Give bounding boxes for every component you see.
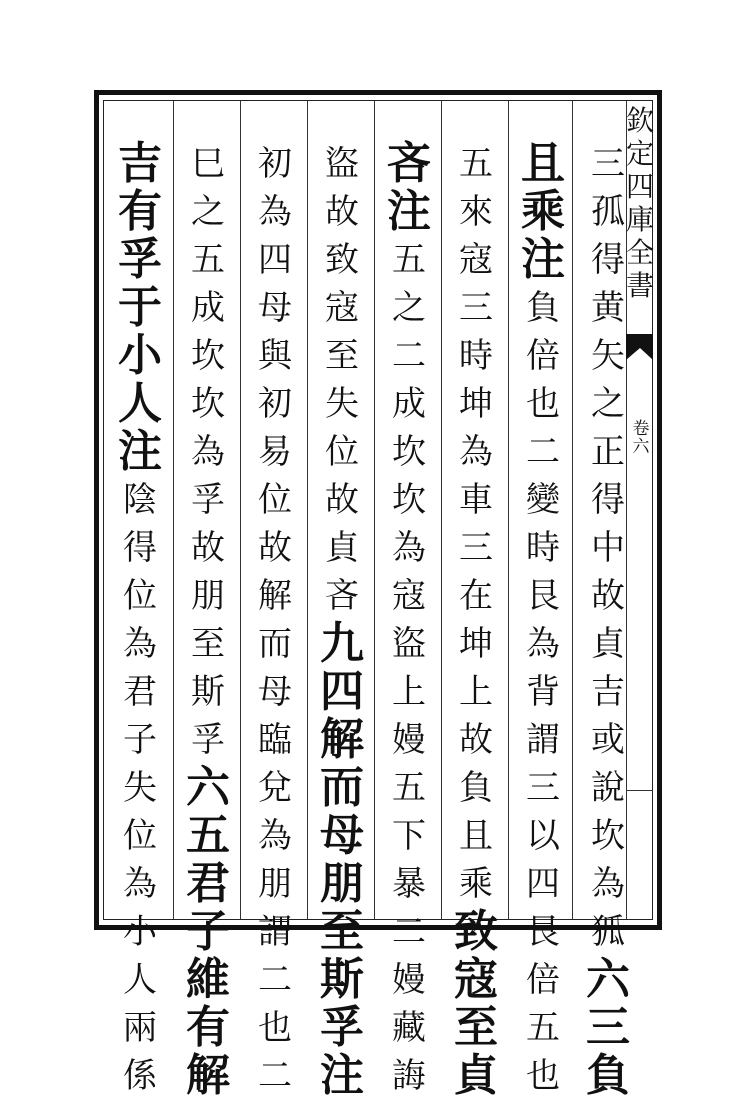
text-glyph: 注 — [521, 234, 565, 285]
text-glyph: 陰 — [123, 480, 157, 520]
text-glyph: 母 — [258, 672, 292, 712]
text-glyph: 也 — [258, 1008, 292, 1048]
text-glyph: 嫚 — [392, 720, 426, 760]
text-glyph: 寇 — [392, 576, 426, 616]
text-glyph: 六 — [586, 954, 630, 1005]
text-glyph: 注 — [320, 1050, 364, 1101]
text-glyph: 注 — [387, 186, 431, 237]
text-glyph: 五 — [191, 240, 225, 280]
text-column-6 — [247, 140, 303, 1100]
text-glyph: 坤 — [459, 624, 493, 664]
margin-title-char: 定 — [626, 137, 655, 170]
text-glyph: 位 — [123, 816, 157, 856]
text-glyph: 矢 — [591, 336, 625, 376]
margin-book-title — [627, 104, 653, 302]
text-glyph: 君 — [186, 858, 230, 909]
text-column-8 — [112, 140, 168, 1100]
text-glyph: 寇 — [454, 954, 498, 1005]
text-glyph: 小 — [118, 330, 162, 381]
text-glyph: 而 — [258, 624, 292, 664]
text-glyph: 為 — [392, 528, 426, 568]
text-glyph: 乘 — [521, 186, 565, 237]
text-glyph: 致 — [325, 240, 359, 280]
text-glyph: 上 — [459, 672, 493, 712]
text-glyph: 謂 — [258, 912, 292, 952]
text-glyph: 貞 — [454, 1050, 498, 1101]
margin-juan-label — [630, 420, 652, 456]
text-glyph: 朋 — [191, 576, 225, 616]
text-glyph: 位 — [258, 480, 292, 520]
text-glyph: 為 — [526, 624, 560, 664]
margin-title-char: 庫 — [626, 203, 655, 236]
text-glyph: 解 — [258, 576, 292, 616]
text-glyph: 得 — [591, 480, 625, 520]
text-glyph: 致 — [454, 906, 498, 957]
text-glyph: 五 — [392, 240, 426, 280]
margin-title-char: 全 — [626, 236, 655, 269]
text-glyph: 解 — [320, 714, 364, 765]
text-glyph: 巳 — [191, 144, 225, 184]
column-rule — [441, 101, 442, 919]
text-glyph: 為 — [258, 192, 292, 232]
text-glyph: 注 — [118, 426, 162, 477]
text-glyph: 母 — [258, 288, 292, 328]
text-glyph: 四 — [320, 666, 364, 717]
text-glyph: 為 — [123, 624, 157, 664]
text-glyph: 寇 — [459, 240, 493, 280]
text-glyph: 貞 — [325, 528, 359, 568]
text-glyph: 三 — [586, 1002, 630, 1053]
text-glyph: 而 — [320, 762, 364, 813]
text-glyph: 故 — [325, 192, 359, 232]
text-glyph: 也 — [526, 384, 560, 424]
text-column-4 — [381, 140, 437, 1100]
text-glyph: 坎 — [591, 816, 625, 856]
text-glyph: 二 — [392, 336, 426, 376]
text-glyph: 位 — [123, 576, 157, 616]
text-glyph: 孚 — [320, 1002, 364, 1053]
text-glyph: 為 — [258, 816, 292, 856]
text-column-5 — [314, 140, 370, 1100]
text-glyph: 也 — [526, 1056, 560, 1096]
text-glyph: 子 — [186, 906, 230, 957]
text-glyph: 以 — [526, 816, 560, 856]
column-rule — [240, 101, 241, 919]
text-glyph: 孚 — [191, 720, 225, 760]
text-glyph: 為 — [123, 864, 157, 904]
text-glyph: 下 — [392, 816, 426, 856]
text-glyph: 吝 — [387, 138, 431, 189]
text-glyph: 兩 — [123, 1008, 157, 1048]
text-glyph: 至 — [325, 336, 359, 376]
text-glyph: 狐 — [591, 912, 625, 952]
text-glyph: 四 — [526, 864, 560, 904]
text-glyph: 有 — [118, 186, 162, 237]
text-glyph: 負 — [459, 768, 493, 808]
text-glyph: 三 — [459, 528, 493, 568]
text-glyph: 得 — [123, 528, 157, 568]
text-glyph: 倍 — [526, 960, 560, 1000]
margin-juan-char: 卷 — [632, 419, 650, 439]
text-glyph: 故 — [591, 576, 625, 616]
text-glyph: 負 — [526, 288, 560, 328]
column-rule — [307, 101, 308, 919]
text-glyph: 謂 — [526, 720, 560, 760]
text-glyph: 至 — [191, 624, 225, 664]
text-glyph: 臨 — [258, 720, 292, 760]
text-glyph: 坤 — [459, 384, 493, 424]
text-glyph: 五 — [392, 768, 426, 808]
text-glyph: 吉 — [118, 138, 162, 189]
text-glyph: 維 — [186, 954, 230, 1005]
margin-juan-char: 六 — [632, 437, 650, 457]
text-glyph: 之 — [191, 192, 225, 232]
text-glyph: 人 — [123, 960, 157, 1000]
text-glyph: 艮 — [526, 576, 560, 616]
text-glyph: 于 — [118, 282, 162, 333]
text-glyph: 黄 — [591, 288, 625, 328]
text-glyph: 得 — [591, 240, 625, 280]
text-glyph: 至 — [454, 1002, 498, 1053]
text-glyph: 倍 — [526, 336, 560, 376]
text-column-7 — [180, 140, 236, 1100]
text-glyph: 來 — [459, 192, 493, 232]
text-glyph: 二 — [258, 960, 292, 1000]
text-glyph: 負 — [586, 1050, 630, 1101]
text-glyph: 之 — [392, 288, 426, 328]
text-glyph: 有 — [186, 1002, 230, 1053]
text-glyph: 乘 — [459, 864, 493, 904]
text-glyph: 成 — [392, 384, 426, 424]
text-glyph: 寇 — [325, 288, 359, 328]
text-glyph: 藏 — [392, 1008, 426, 1048]
text-glyph: 人 — [118, 378, 162, 429]
text-glyph: 坎 — [392, 432, 426, 472]
text-glyph: 九 — [320, 618, 364, 669]
text-glyph: 故 — [258, 528, 292, 568]
text-glyph: 孚 — [191, 480, 225, 520]
text-glyph: 兌 — [258, 768, 292, 808]
margin-bottom-rule — [626, 790, 653, 791]
text-glyph: 斯 — [191, 672, 225, 712]
text-glyph: 暴 — [392, 864, 426, 904]
text-glyph: 坎 — [191, 336, 225, 376]
text-glyph: 之 — [591, 384, 625, 424]
margin-title-char: 書 — [626, 269, 655, 302]
fishtail-mark — [626, 334, 653, 374]
text-glyph: 六 — [186, 762, 230, 813]
text-glyph: 五 — [186, 810, 230, 861]
text-glyph: 三 — [526, 768, 560, 808]
text-glyph: 君 — [123, 672, 157, 712]
text-glyph: 三 — [459, 288, 493, 328]
text-glyph: 失 — [123, 768, 157, 808]
text-glyph: 或 — [591, 720, 625, 760]
text-glyph: 盜 — [392, 624, 426, 664]
column-rule — [173, 101, 174, 919]
text-glyph: 二 — [392, 912, 426, 952]
text-glyph: 背 — [526, 672, 560, 712]
text-glyph: 故 — [325, 480, 359, 520]
text-glyph: 在 — [459, 576, 493, 616]
text-glyph: 朋 — [258, 864, 292, 904]
text-glyph: 誨 — [392, 1056, 426, 1096]
text-glyph: 與 — [258, 336, 292, 376]
text-glyph: 時 — [459, 336, 493, 376]
text-glyph: 變 — [526, 480, 560, 520]
text-glyph: 斯 — [320, 954, 364, 1005]
text-glyph: 子 — [123, 720, 157, 760]
text-glyph: 為 — [459, 432, 493, 472]
text-glyph: 車 — [459, 480, 493, 520]
text-glyph: 故 — [459, 720, 493, 760]
text-glyph: 三 — [591, 144, 625, 184]
text-glyph: 二 — [258, 1056, 292, 1096]
text-glyph: 位 — [325, 432, 359, 472]
margin-title-char: 欽 — [626, 104, 655, 137]
text-glyph: 且 — [459, 816, 493, 856]
text-glyph: 時 — [526, 528, 560, 568]
column-rule — [508, 101, 509, 919]
text-glyph: 坎 — [191, 384, 225, 424]
text-glyph: 中 — [591, 528, 625, 568]
text-glyph: 孤 — [591, 192, 625, 232]
text-glyph: 失 — [325, 384, 359, 424]
text-glyph: 坎 — [392, 480, 426, 520]
text-glyph: 小 — [123, 912, 157, 952]
text-glyph: 且 — [521, 138, 565, 189]
column-rule — [374, 101, 375, 919]
text-glyph: 至 — [320, 906, 364, 957]
text-column-2 — [515, 140, 571, 1100]
text-glyph: 為 — [591, 864, 625, 904]
margin-title-char: 四 — [626, 170, 655, 203]
text-column-3 — [448, 140, 504, 1100]
text-glyph: 初 — [258, 144, 292, 184]
text-glyph: 初 — [258, 384, 292, 424]
text-glyph: 盜 — [325, 144, 359, 184]
text-glyph: 吝 — [325, 576, 359, 616]
text-glyph: 為 — [191, 432, 225, 472]
text-glyph: 艮 — [526, 912, 560, 952]
text-glyph: 五 — [526, 1008, 560, 1048]
column-rule — [572, 101, 573, 919]
text-glyph: 正 — [591, 432, 625, 472]
text-glyph: 朋 — [320, 858, 364, 909]
text-glyph: 故 — [191, 528, 225, 568]
text-glyph: 說 — [591, 768, 625, 808]
text-glyph: 嫚 — [392, 960, 426, 1000]
text-glyph: 五 — [459, 144, 493, 184]
text-glyph: 成 — [191, 288, 225, 328]
text-glyph: 易 — [258, 432, 292, 472]
text-glyph: 孚 — [118, 234, 162, 285]
text-glyph: 吉 — [591, 672, 625, 712]
text-glyph: 母 — [320, 810, 364, 861]
text-glyph: 上 — [392, 672, 426, 712]
text-glyph: 貞 — [591, 624, 625, 664]
text-glyph: 二 — [526, 432, 560, 472]
text-glyph: 解 — [186, 1050, 230, 1101]
text-glyph: 四 — [258, 240, 292, 280]
text-glyph: 係 — [123, 1056, 157, 1096]
